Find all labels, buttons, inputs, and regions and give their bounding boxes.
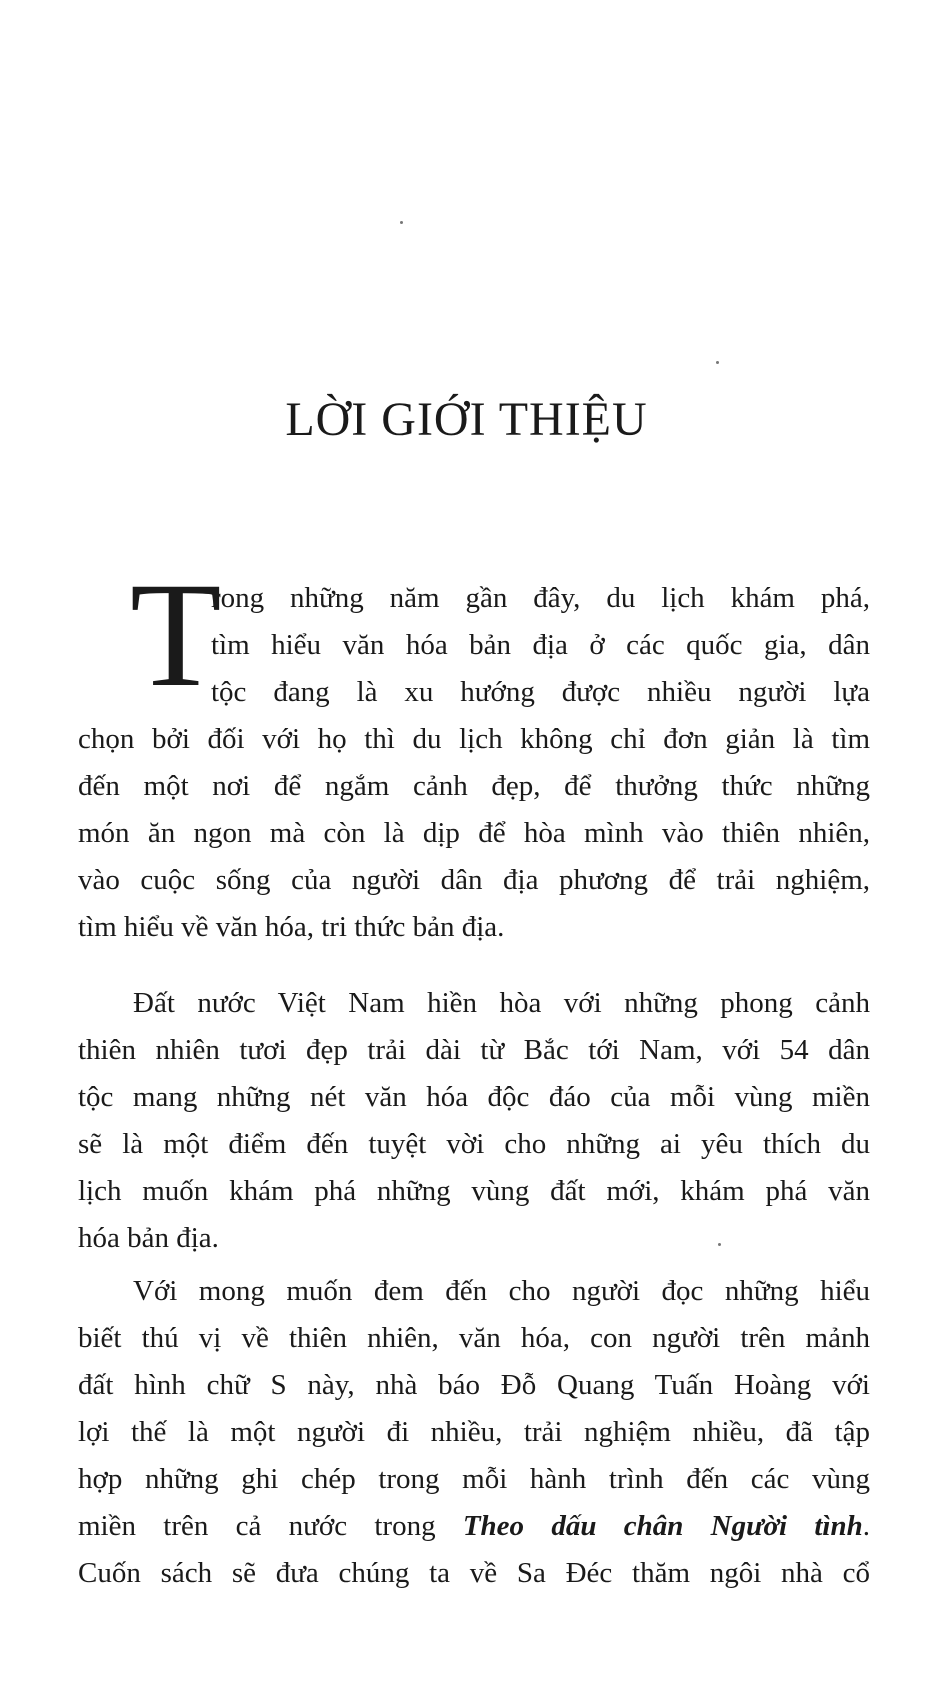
text-line: vào cuộc sống của người dân địa phương để trải nghiệm, [78,864,870,896]
text-line: món ăn ngon mà còn là dịp để hòa mình vào thiên nhiên, [78,817,870,849]
text-segment: . [862,1510,870,1542]
text-line [78,1503,870,1550]
drop-cap: T [130,552,222,718]
text-line: đất hình chữ S này, nhà báo Đỗ Quang Tuấn Hoàng với [78,1369,870,1401]
text-line: Với mong muốn đem đến cho người đọc những hiểu [133,1275,870,1307]
text-line: Đất nước Việt Nam hiền hòa với những phong cảnh [133,987,870,1019]
text-line: thiên nhiên tươi đẹp trải dài từ Bắc tới Nam, với 54 dân [78,1034,870,1066]
paragraph-vietnam [78,980,870,1262]
text-line: hóa bản địa. [78,1222,219,1254]
book-title: Theo dấu chân Người tình [462,1510,863,1542]
text-line: tìm hiểu về văn hóa, tri thức bản địa. [78,911,505,943]
text-line: tìm hiểu văn hóa bản địa ở các quốc gia, dân [211,629,870,661]
text-line: hợp những ghi chép trong mỗi hành trình đến các vùng [78,1463,870,1495]
paper-speck [716,361,719,364]
text-line: lịch muốn khám phá những vùng đất mới, khám phá văn [78,1175,870,1207]
text-line: biết thú vị về thiên nhiên, văn hóa, con người trên mảnh [78,1322,870,1354]
text-line: sẽ là một điểm đến tuyệt vời cho những ai yêu thích du [78,1128,870,1160]
text-line: đến một nơi để ngắm cảnh đẹp, để thưởng thức những [78,770,870,802]
text-line: rong những năm gần đây, du lịch khám phá, [211,582,870,614]
text-line: chọn bởi đối với họ thì du lịch không chỉ đơn giản là tìm [78,723,870,755]
text-line: Cuốn sách sẽ đưa chúng ta về Sa Đéc thăm ngôi nhà cổ [78,1557,870,1589]
text-segment: miền trên cả nước trong [78,1510,463,1542]
text-line: tộc đang là xu hướng được nhiều người lựa [211,676,870,708]
paper-speck [400,221,403,224]
page-title: LỜI GIỚI THIỆU [285,393,648,446]
paragraph-intro [78,552,870,951]
text-line: lợi thế là một người đi nhiều, trải nghiệm nhiều, đã tập [78,1416,870,1448]
paragraph-book [78,1268,870,1597]
text-line: tộc mang những nét văn hóa độc đáo của mỗi vùng miền [78,1081,870,1113]
